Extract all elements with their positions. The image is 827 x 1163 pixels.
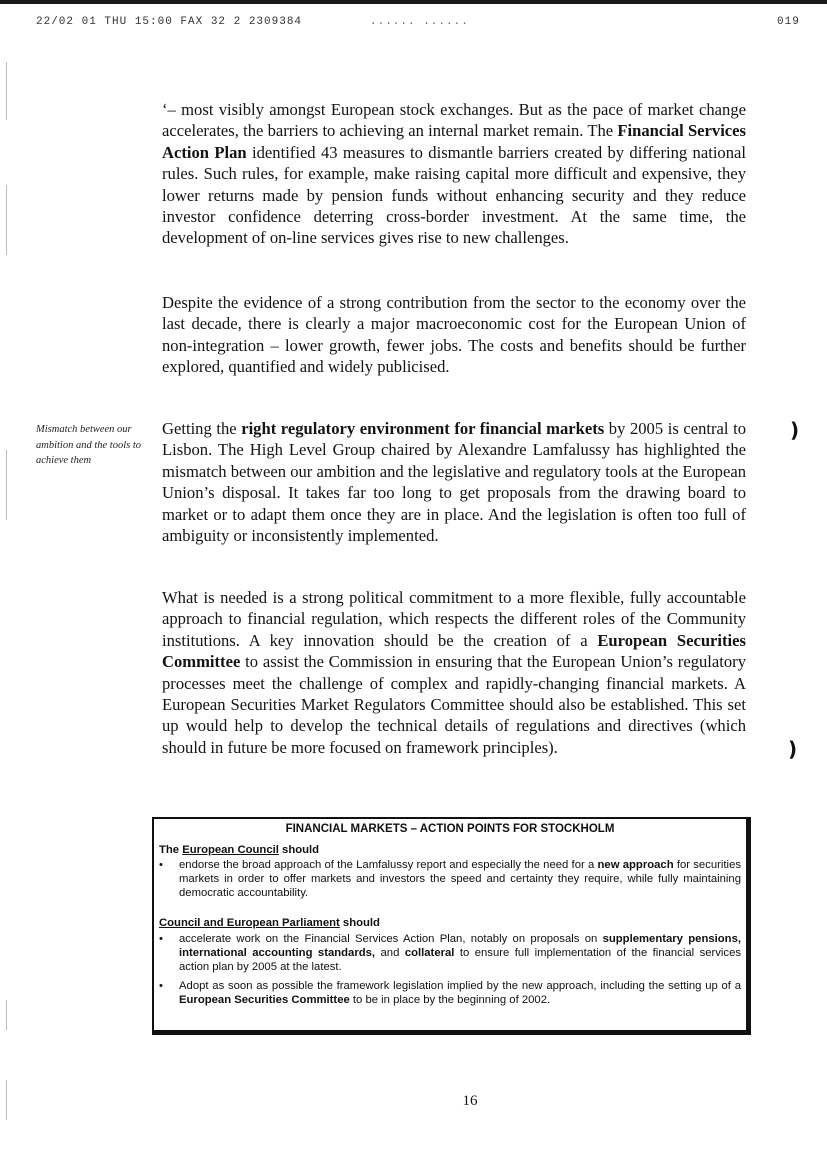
fax-header bbox=[0, 16, 827, 34]
bullet: • bbox=[159, 859, 163, 871]
paragraph-political-commitment bbox=[162, 587, 746, 758]
item-text: and bbox=[375, 947, 405, 960]
action-item-text bbox=[179, 858, 741, 900]
paragraph-regulatory-environment bbox=[162, 418, 746, 546]
scan-margin-mark bbox=[6, 450, 7, 520]
heading-text: The bbox=[159, 844, 183, 856]
bold-term: supplementary pensions, international accounting standards, bbox=[179, 933, 741, 960]
bold-term: Financial Services Action Plan bbox=[162, 121, 746, 162]
bullet: • bbox=[159, 933, 163, 945]
paragraph-text: identified 43 measures to dismantle barriers created by differing national rules. Such rules, for example, make raising capital more difficult and expensive, they lower returns made by pension funds without enhancing security and they reduce investor confidence deterring cross-border investment. At the same time, the development of on-line services gives rise to new challenges. bbox=[162, 142, 746, 248]
bold-term: European Securities Committee bbox=[179, 994, 350, 1007]
heading-text: should bbox=[278, 844, 320, 856]
margin-sidenote: Mismatch between our ambition and the tools to achieve them bbox=[36, 424, 141, 466]
fax-header-left: 22/02 01 THU 15:00 FAX 32 2 2309384 bbox=[36, 16, 303, 28]
heading-text: should bbox=[339, 917, 380, 929]
item-text: to be in place by the beginning of 2002. bbox=[349, 994, 551, 1007]
action-points-box bbox=[152, 817, 751, 1035]
bold-term: new approach bbox=[597, 859, 674, 871]
paragraph-text: ‘– most visibly amongst European stock exchanges. But as the pace of market change accelerates, the barriers to achieving an internal market remain. The bbox=[162, 100, 746, 141]
paragraph-text: to assist the Commission in ensuring that the European Union’s regulatory processes meet the challenge of complex and rapidly-changing financial markets. A European Securities Market Regulators Committee should also be established. This set up would help to develop the technical details of regulations and directives (which should in future be more focused on framework principles). bbox=[162, 652, 746, 757]
bold-term: collateral bbox=[404, 947, 455, 960]
scan-bracket-mark: ) bbox=[788, 737, 798, 761]
action-item-text bbox=[179, 979, 741, 1007]
bold-term: right regulatory environment for financial markets bbox=[241, 419, 605, 438]
bullet: • bbox=[159, 980, 163, 992]
heading-underlined: European Council bbox=[182, 844, 279, 856]
item-text: for securities markets in order to offer markets and investors the speed and certainty they require, while fully maintaining democratic accountability. bbox=[179, 859, 742, 900]
paragraph-text: Getting the bbox=[162, 419, 242, 438]
item-text: to ensure full implementation of the financial services action plan by 2005 at the latest. bbox=[179, 947, 741, 974]
scan-margin-mark bbox=[6, 62, 7, 120]
fax-header-right: 019 bbox=[777, 16, 800, 28]
paragraph-internal-market bbox=[162, 99, 746, 249]
scan-margin-mark bbox=[6, 185, 7, 255]
paragraph-macroeconomic-cost: Despite the evidence of a strong contribution from the sector to the economy over the last decade, there is clearly a major macroeconomic cost for the European Union of non-integration – lower growth, fewer jobs. The costs and benefits should be further explored, quantified and widely publicised. bbox=[162, 293, 746, 377]
item-text: endorse the broad approach of the Lamfalussy report and especially the need for a bbox=[179, 859, 598, 871]
box-title: FINANCIAL MARKETS – ACTION POINTS FOR STOCKHOLM bbox=[285, 823, 615, 835]
paragraph-text: What is needed is a strong political commitment to a more flexible, fully accountable approach to financial regulation, which respects the different roles of the Community institutions. A key innovation should be the creation of a bbox=[162, 588, 746, 650]
item-text: accelerate work on the Financial Services Action Plan, notably on proposals on bbox=[179, 933, 603, 945]
item-text: Adopt as soon as possible the framework legislation implied by the new approach, including the setting up of a bbox=[179, 980, 741, 992]
fax-top-border bbox=[0, 0, 827, 4]
paragraph-text: by 2005 is central to Lisbon. The High Level Group chaired by Alexandre Lamfalussy has highlighted the mismatch between our ambition and the legislative and regulatory tools at the European Union’s disposal. It takes far too long to get proposals from the drawing board to market or to adapt them once they are in place. And the legislation is often too full of ambiguity or inconsistently implemented. bbox=[162, 419, 746, 546]
box-heading-council-parliament bbox=[159, 916, 380, 930]
scan-margin-mark bbox=[6, 1000, 7, 1030]
box-heading-european-council bbox=[159, 843, 319, 857]
action-item-text bbox=[179, 932, 741, 974]
page-number: 16 bbox=[462, 1093, 478, 1109]
scan-bracket-mark: ) bbox=[790, 418, 800, 442]
bold-term: European Securities Committee bbox=[162, 630, 746, 672]
fax-header-center: ...... ...... bbox=[370, 16, 469, 28]
heading-underlined: Council and European Parliament bbox=[159, 917, 340, 929]
